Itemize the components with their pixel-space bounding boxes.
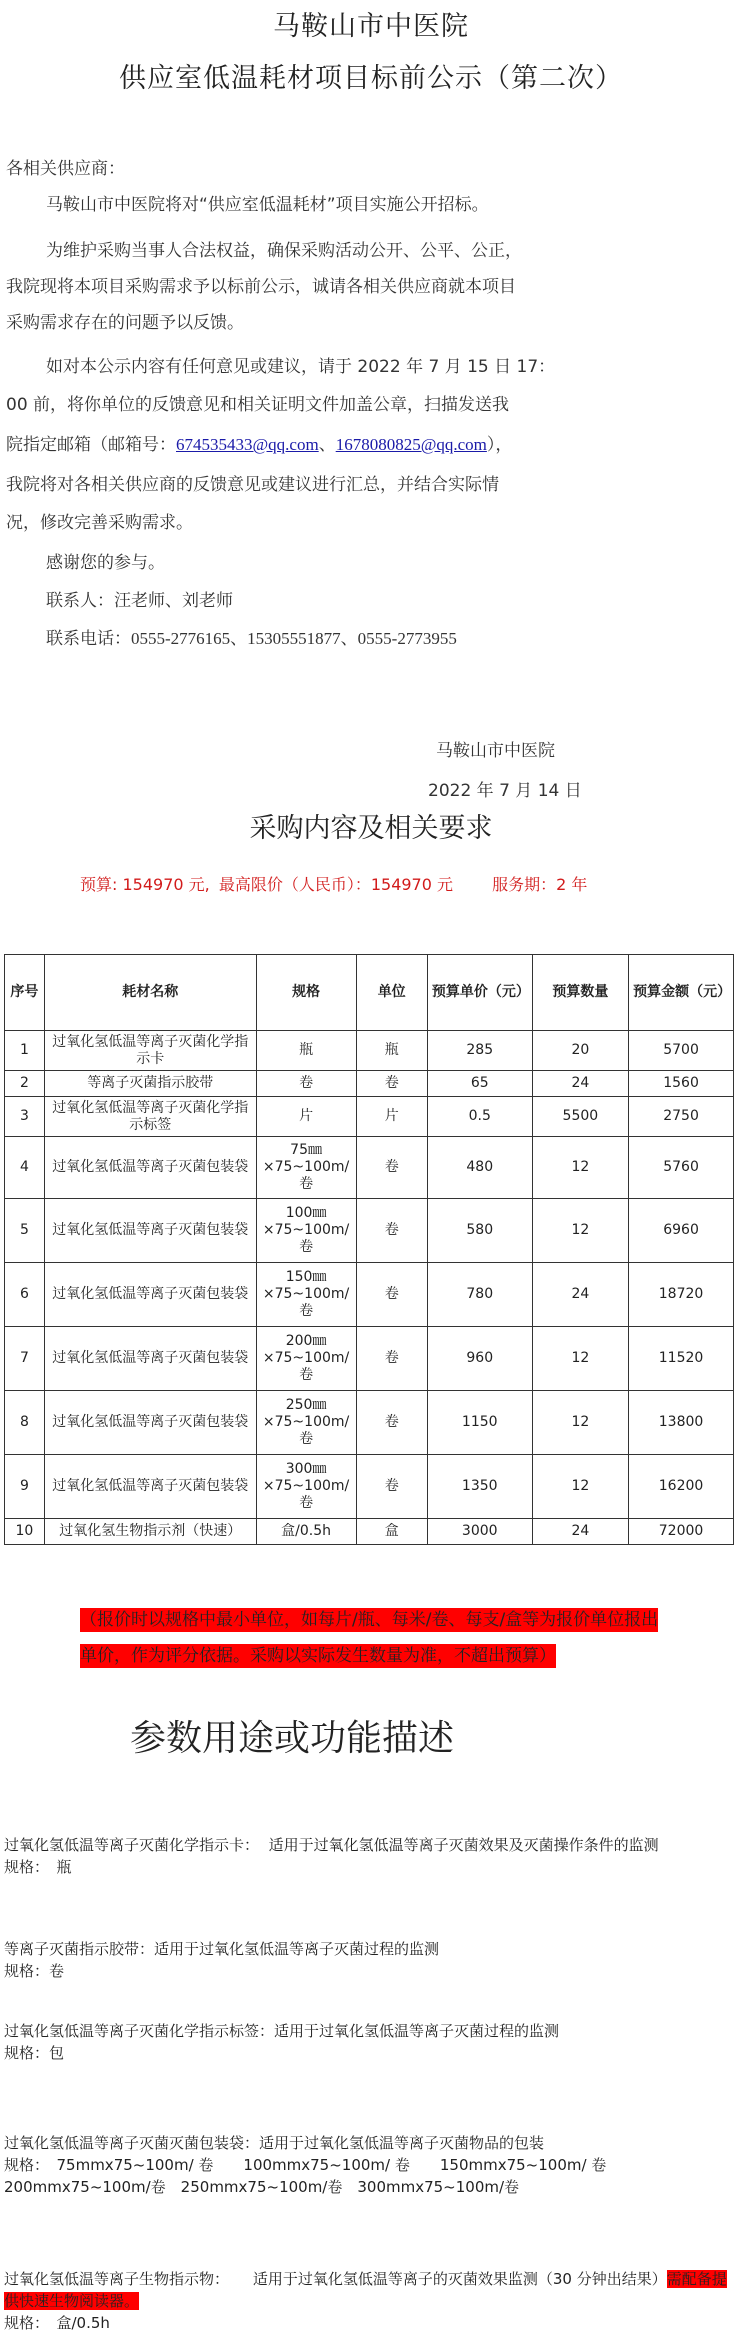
header-name: 耗材名称: [44, 955, 256, 1031]
cell-unit-price: 3000: [427, 1519, 532, 1545]
table-row: [5, 1097, 734, 1137]
cell-qty: 5500: [532, 1097, 628, 1137]
contact-person: 联系人：汪老师、刘老师: [46, 591, 233, 611]
cell-name: 过氧化氢低温等离子灭菌包装袋: [44, 1263, 256, 1327]
procurement-table: [4, 954, 734, 1545]
cell-no: 6: [5, 1263, 45, 1327]
header-unit-price: 预算单价（元）: [427, 955, 532, 1031]
cell-spec: 75㎜×75~100m/卷: [256, 1137, 356, 1199]
description-title: 参数用途或功能描述: [130, 1718, 455, 1759]
cell-name: 过氧化氢低温等离子灭菌包装袋: [44, 1199, 256, 1263]
cell-unit-price: 285: [427, 1031, 532, 1071]
header-unit: 单位: [356, 955, 427, 1031]
item-text: 适用于过氧化氢低温等离子灭菌过程的监测: [274, 2022, 560, 2040]
cell-spec: 150㎜×75~100m/卷: [256, 1263, 356, 1327]
item-spec: 规格： 瓶: [4, 1858, 72, 1876]
notice-title: 供应室低温耗材项目标前公示（第二次）: [119, 63, 623, 94]
item-text: 适用于过氧化氢低温等离子灭菌过程的监测: [154, 1940, 440, 1958]
cell-unit: 卷: [356, 1263, 427, 1327]
cell-qty: 12: [532, 1455, 628, 1519]
cell-spec: 卷: [256, 1071, 356, 1097]
contact-phone-label: 联系电话：: [46, 629, 131, 649]
item-spec: 规格： 75mmx75~100m/ 卷 100mmx75~100m/ 卷 150mmx75~100m/ 卷 200mmx75~100m/卷 250mmx75~100m/卷 300mmx75~100m/卷: [4, 2156, 622, 2196]
table-row: [5, 1137, 734, 1199]
item-spec: 规格：包: [4, 2044, 65, 2062]
header-spec: 规格: [256, 955, 356, 1031]
description-item-1: [4, 1834, 734, 1878]
cell-name: 过氧化氢低温等离子灭菌包装袋: [44, 1137, 256, 1199]
table-row: [5, 1263, 734, 1327]
cell-unit: 盒: [356, 1519, 427, 1545]
cell-qty: 20: [532, 1031, 628, 1071]
cell-qty: 24: [532, 1519, 628, 1545]
cell-spec: 瓶: [256, 1031, 356, 1071]
cell-name: 过氧化氢低温等离子灭菌化学指示标签: [44, 1097, 256, 1137]
cell-unit: 瓶: [356, 1031, 427, 1071]
paragraph-2-line-1: 为维护采购当事人合法权益，确保采购活动公开、公平、公正，: [46, 241, 522, 261]
item-name: 过氧化氢低温等离子生物指示物：: [4, 2270, 230, 2288]
cell-unit-price: 1150: [427, 1391, 532, 1455]
description-item-2: [4, 1938, 734, 1982]
cell-name: 过氧化氢低温等离子灭菌包装袋: [44, 1455, 256, 1519]
description-item-3: [4, 2020, 734, 2064]
cell-spec: 250㎜×75~100m/卷: [256, 1391, 356, 1455]
table-header-row: [5, 955, 734, 1031]
item-spec: 规格： 盒/0.5h: [4, 2314, 110, 2332]
cell-qty: 24: [532, 1263, 628, 1327]
cell-amount: 18720: [629, 1263, 734, 1327]
cell-unit-price: 960: [427, 1327, 532, 1391]
item-name: 过氧化氢低温等离子灭菌化学指示标签：: [4, 2022, 275, 2040]
header-amount: 预算金额（元）: [629, 955, 734, 1031]
cell-qty: 12: [532, 1327, 628, 1391]
cell-amount: 5760: [629, 1137, 734, 1199]
cell-unit: 卷: [356, 1391, 427, 1455]
table-row: [5, 1519, 734, 1545]
cell-unit-price: 1350: [427, 1455, 532, 1519]
budget-amount: 预算: 154970 元,: [80, 875, 210, 894]
cell-unit-price: 65: [427, 1071, 532, 1097]
cell-qty: 12: [532, 1391, 628, 1455]
cell-name: 等离子灭菌指示胶带: [44, 1071, 256, 1097]
cell-amount: 16200: [629, 1455, 734, 1519]
header-qty: 预算数量: [532, 955, 628, 1031]
cell-unit-price: 480: [427, 1137, 532, 1199]
item-name: 过氧化氢低温等离子灭菌灭菌包装袋：: [4, 2134, 260, 2152]
cell-spec: 100㎜×75~100m/卷: [256, 1199, 356, 1263]
table-row: [5, 1031, 734, 1071]
paragraph-3-line-3: [6, 430, 742, 455]
signature-date: 2022 年 7 月 14 日: [428, 781, 582, 801]
item-name: 过氧化氢低温等离子灭菌化学指示卡：: [4, 1836, 260, 1854]
item-highlight: 需配备提供快速生物阅读器。: [4, 2270, 727, 2310]
pricing-notice-text: （报价时以规格中最小单位，如每片/瓶、每米/卷、每支/盒等为报价单位报出单价，作为评分依据。采购以实际发生数量为准，不超出预算）: [80, 1610, 659, 1666]
cell-no: 4: [5, 1137, 45, 1199]
cell-amount: 72000: [629, 1519, 734, 1545]
item-text: 适用于过氧化氢低温等离子灭菌物品的包装: [259, 2134, 545, 2152]
item-text: 适用于过氧化氢低温等离子灭菌效果及灭菌操作条件的监测: [268, 1836, 659, 1854]
cell-amount: 11520: [629, 1327, 734, 1391]
budget-line: [80, 872, 591, 895]
cell-no: 10: [5, 1519, 45, 1545]
cell-amount: 2750: [629, 1097, 734, 1137]
paragraph-3-line-5: 况，修改完善采购需求。: [6, 513, 193, 533]
item-name: 等离子灭菌指示胶带：: [4, 1940, 155, 1958]
cell-amount: 1560: [629, 1071, 734, 1097]
cell-name: 过氧化氢生物指示剂（快速）: [44, 1519, 256, 1545]
cell-qty: 12: [532, 1137, 628, 1199]
table-row: [5, 1455, 734, 1519]
email-outro: ），: [486, 435, 513, 455]
item-text: 适用于过氧化氢低温等离子的灭菌效果监测（30 分钟出结果）: [252, 2270, 667, 2288]
cell-qty: 24: [532, 1071, 628, 1097]
cell-unit-price: 0.5: [427, 1097, 532, 1137]
cell-unit: 卷: [356, 1455, 427, 1519]
table-row: [5, 1391, 734, 1455]
cell-no: 3: [5, 1097, 45, 1137]
cell-no: 1: [5, 1031, 45, 1071]
contact-phone-numbers: 0555-2776165、15305551877、0555-2773955: [131, 629, 457, 648]
cell-no: 9: [5, 1455, 45, 1519]
email-separator: 、: [318, 435, 336, 455]
cell-qty: 12: [532, 1199, 628, 1263]
hospital-name: 马鞍山市中医院: [273, 11, 469, 42]
cell-no: 8: [5, 1391, 45, 1455]
paragraph-1: 马鞍山市中医院将对“供应室低温耗材”项目实施公开招标。: [46, 195, 489, 215]
cell-no: 2: [5, 1071, 45, 1097]
pricing-notice: [80, 1602, 660, 1674]
email-intro: 院指定邮箱（邮箱号：: [6, 435, 176, 455]
cell-unit: 卷: [356, 1071, 427, 1097]
max-price: 最高限价（人民币）：154970 元: [218, 875, 453, 894]
signature-org: 马鞍山市中医院: [436, 741, 555, 761]
paragraph-3-line-2: 00 前，将你单位的反馈意见和相关证明文件加盖公章，扫描发送我: [6, 395, 510, 415]
table-row: [5, 1071, 734, 1097]
cell-spec: 200㎜×75~100m/卷: [256, 1327, 356, 1391]
paragraph-2-line-2: 我院现将本项目采购需求予以标前公示，诚请各相关供应商就本项目: [6, 277, 516, 297]
cell-amount: 5700: [629, 1031, 734, 1071]
cell-spec: 片: [256, 1097, 356, 1137]
email-link-2[interactable]: 1678080825@qq.com: [335, 435, 487, 454]
cell-name: 过氧化氢低温等离子灭菌包装袋: [44, 1327, 256, 1391]
procurement-title: 采购内容及相关要求: [249, 813, 493, 844]
thanks-line: 感谢您的参与。: [46, 553, 165, 573]
cell-spec: 300㎜×75~100m/卷: [256, 1455, 356, 1519]
cell-amount: 13800: [629, 1391, 734, 1455]
description-item-4: [4, 2132, 734, 2198]
cell-unit: 卷: [356, 1327, 427, 1391]
cell-spec: 盒/0.5h: [256, 1519, 356, 1545]
salutation: 各相关供应商：: [6, 159, 125, 179]
description-item-5: [4, 2268, 734, 2334]
service-period: 服务期：2 年: [492, 875, 588, 894]
cell-name: 过氧化氢低温等离子灭菌包装袋: [44, 1391, 256, 1455]
table-row: [5, 1199, 734, 1263]
header-no: 序号: [5, 955, 45, 1031]
table-row: [5, 1327, 734, 1391]
cell-unit-price: 780: [427, 1263, 532, 1327]
cell-unit-price: 580: [427, 1199, 532, 1263]
contact-phone: [46, 624, 742, 649]
cell-name: 过氧化氢低温等离子灭菌化学指示卡: [44, 1031, 256, 1071]
item-spec: 规格：卷: [4, 1962, 65, 1980]
cell-unit: 卷: [356, 1199, 427, 1263]
cell-no: 5: [5, 1199, 45, 1263]
email-link-1[interactable]: 674535433@qq.com: [176, 435, 319, 454]
paragraph-3-line-1: 如对本公示内容有任何意见或建议，请于 2022 年 7 月 15 日 17：: [46, 357, 556, 377]
cell-no: 7: [5, 1327, 45, 1391]
paragraph-2-line-3: 采购需求存在的问题予以反馈。: [6, 313, 244, 333]
cell-unit: 卷: [356, 1137, 427, 1199]
paragraph-3-line-4: 我院将对各相关供应商的反馈意见或建议进行汇总，并结合实际情: [6, 475, 499, 495]
cell-unit: 片: [356, 1097, 427, 1137]
cell-amount: 6960: [629, 1199, 734, 1263]
